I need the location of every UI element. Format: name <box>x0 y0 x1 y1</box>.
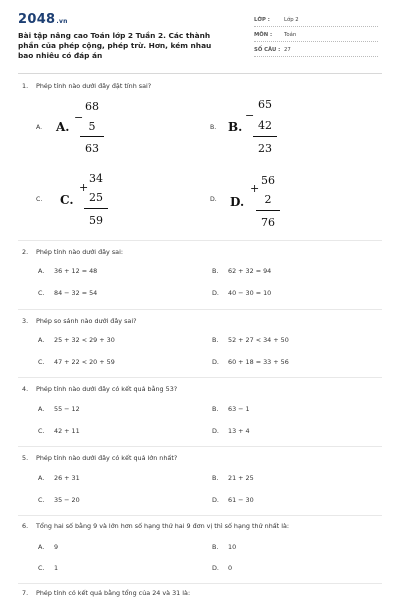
logo-text: 2048 <box>18 12 56 27</box>
option-text: 36 + 12 = 48 <box>54 267 98 275</box>
option-letter: C. <box>38 427 45 435</box>
option-letter: C. <box>36 196 43 203</box>
operand-top: 65 <box>258 98 272 111</box>
option-letter: A. <box>38 336 45 344</box>
option-letter: B. <box>212 543 219 551</box>
meta-key: MÔN : <box>254 32 273 38</box>
q2-option-c[interactable] <box>38 289 97 297</box>
header-divider <box>18 73 382 74</box>
option-text: 26 + 31 <box>54 474 80 482</box>
option-text: 9 <box>54 543 59 551</box>
option-letter: D. <box>212 564 219 572</box>
question-divider <box>18 240 382 241</box>
minus-sign: − <box>74 111 84 124</box>
meta-row-question-count <box>254 44 378 57</box>
option-letter: C. <box>38 289 45 297</box>
option-letter: C. <box>38 564 45 572</box>
question-divider <box>18 309 382 310</box>
option-letter: B. <box>212 336 219 344</box>
q6-option-b[interactable] <box>212 543 236 551</box>
q6-option-c[interactable] <box>38 564 58 572</box>
option-text: 60 + 18 = 33 + 56 <box>228 358 289 366</box>
option-letter: C. <box>38 358 45 366</box>
operand-bottom: 25 <box>89 191 103 204</box>
operand-top: 68 <box>85 100 99 113</box>
question-divider <box>18 377 382 378</box>
q4-option-a[interactable] <box>38 405 80 413</box>
option-text: 25 + 32 < 29 + 30 <box>54 336 115 344</box>
option-text: 42 + 11 <box>54 427 80 435</box>
meta-row-subject <box>254 29 378 42</box>
minus-sign: − <box>245 109 255 122</box>
question-text: Phép tính nào dưới đây sai: <box>36 248 124 256</box>
q3-option-c[interactable] <box>38 358 115 366</box>
meta-key: LỚP : <box>254 17 270 23</box>
option-text: 21 + 25 <box>228 474 254 482</box>
option-label: B. <box>228 120 243 134</box>
result-line <box>253 136 277 137</box>
option-letter: A. <box>38 405 45 413</box>
option-letter: D. <box>212 289 219 297</box>
operand-top: 34 <box>89 172 103 185</box>
question-number: 4. <box>22 385 29 393</box>
option-text: 63 − 1 <box>228 405 250 413</box>
option-letter: B. <box>212 267 219 275</box>
option-text: 35 − 20 <box>54 496 80 504</box>
q2-option-b[interactable] <box>212 267 271 275</box>
option-text: 13 + 4 <box>228 427 250 435</box>
operand-bottom: 5 <box>88 120 96 133</box>
q6-option-a[interactable] <box>38 543 58 551</box>
result: 76 <box>261 216 275 229</box>
option-text: 0 <box>228 564 233 572</box>
question-divider <box>18 583 382 584</box>
option-letter: B. <box>212 474 219 482</box>
option-letter: B. <box>212 405 219 413</box>
option-text: 52 + 27 < 34 + 50 <box>228 336 289 344</box>
question-number: 1. <box>22 82 29 90</box>
q5-option-b[interactable] <box>212 474 254 482</box>
option-text: 1 <box>54 564 59 572</box>
q5-option-d[interactable] <box>212 496 254 504</box>
q5-option-a[interactable] <box>38 474 80 482</box>
option-letter: D. <box>212 358 219 366</box>
operand-bottom: 42 <box>258 119 272 132</box>
question-divider <box>18 446 382 447</box>
question-number: 6. <box>22 522 29 530</box>
result: 59 <box>89 214 103 227</box>
q5-option-c[interactable] <box>38 496 80 504</box>
option-letter: A. <box>38 474 45 482</box>
plus-sign: + <box>79 181 89 194</box>
option-text: 10 <box>228 543 237 551</box>
question-text: Phép tính nào dưới đây đặt tính sai? <box>36 82 152 90</box>
q4-option-d[interactable] <box>212 427 250 435</box>
option-text: 40 − 30 = 10 <box>228 289 272 297</box>
meta-key: SỐ CÂU : <box>254 47 281 53</box>
option-letter: D. <box>210 196 217 203</box>
operand-top: 56 <box>261 174 275 187</box>
option-letter: C. <box>38 496 45 504</box>
option-text: 84 − 32 = 54 <box>54 289 98 297</box>
question-text: Tổng hai số bằng 9 và lớn hơn số hạng thứ hai 9 đơn vị thì số hạng thứ nhất là: <box>36 522 290 530</box>
q4-option-b[interactable] <box>212 405 250 413</box>
logo-suffix: .vn <box>56 18 68 25</box>
plus-sign: + <box>250 182 260 195</box>
option-text: 47 + 22 < 20 + 59 <box>54 358 115 366</box>
q4-option-c[interactable] <box>38 427 80 435</box>
question-number: 5. <box>22 454 29 462</box>
result: 23 <box>258 142 272 155</box>
meta-value: Toán <box>284 32 297 38</box>
meta-value: Lớp 2 <box>284 17 299 23</box>
q2-option-d[interactable] <box>212 289 271 297</box>
option-letter: A. <box>38 267 45 275</box>
option-letter: A. <box>38 543 45 551</box>
option-label: D. <box>230 195 245 209</box>
option-letter: D. <box>212 496 219 504</box>
result-line <box>84 208 108 209</box>
q3-option-d[interactable] <box>212 358 289 366</box>
option-label: A. <box>56 120 70 134</box>
option-text: 62 + 32 = 94 <box>228 267 272 275</box>
question-number: 2. <box>22 248 29 256</box>
document-title: Bài tập nâng cao Toán lớp 2 Tuần 2. Các thành phần của phép cộng, phép trừ. Hơn, kém nhau bao nhiêu có đáp án <box>18 31 212 60</box>
document-header <box>0 0 400 66</box>
site-logo[interactable] <box>18 12 68 27</box>
q3-option-a[interactable] <box>38 336 115 344</box>
question-text: Phép so sánh nào dưới đây sai? <box>36 317 137 325</box>
option-letter: B. <box>210 124 217 131</box>
question-number: 3. <box>22 317 29 325</box>
option-letter: A. <box>36 124 43 131</box>
q6-option-d[interactable] <box>212 564 232 572</box>
option-letter: D. <box>212 427 219 435</box>
question-number: 7. <box>22 589 29 597</box>
question-divider <box>18 515 382 516</box>
question-text: Phép tính có kết quả bằng tổng của 24 và 31 là: <box>36 589 191 597</box>
question-text: Phép tính nào dưới đây có kết quả bằng 53? <box>36 385 178 393</box>
result: 63 <box>85 142 99 155</box>
option-text: 55 − 12 <box>54 405 80 413</box>
operand-bottom: 2 <box>264 193 272 206</box>
result-line <box>80 136 104 137</box>
q3-option-b[interactable] <box>212 336 289 344</box>
q2-option-a[interactable] <box>38 267 97 275</box>
result-line <box>256 210 280 211</box>
question-text: Phép tính nào dưới đây có kết quả lớn nhất? <box>36 454 178 462</box>
option-text: 61 − 30 <box>228 496 254 504</box>
meta-value: 27 <box>284 47 291 53</box>
option-label: C. <box>60 193 74 207</box>
meta-row-grade <box>254 14 378 27</box>
